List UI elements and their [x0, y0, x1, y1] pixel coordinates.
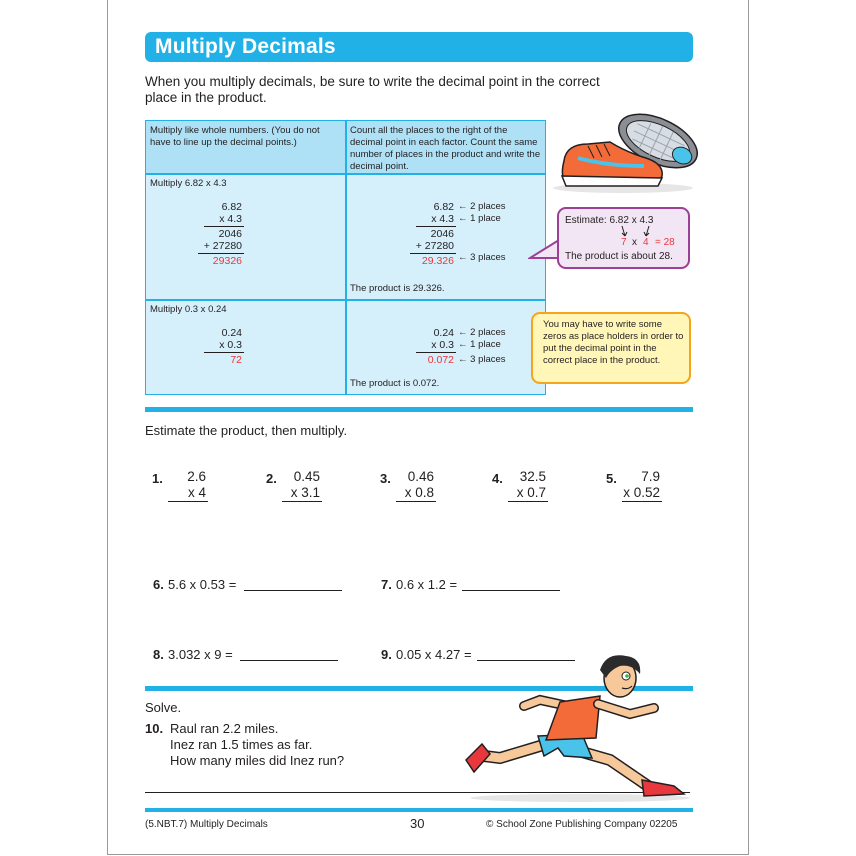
- equation-number: 8.: [153, 647, 164, 662]
- problem-factor-a: 7.9: [641, 469, 660, 484]
- problem-factor-b: x 3.1: [290, 485, 320, 500]
- problem-factor-b: x 0.8: [404, 485, 434, 500]
- ex1-right-partial2: + 27280: [415, 240, 454, 252]
- problem-number: 3.: [380, 471, 391, 486]
- ex1-right-partial1: 2046: [430, 228, 454, 240]
- example2-label: Multiply 0.3 x 0.24: [150, 304, 227, 315]
- table-rule: [146, 173, 545, 175]
- ex2-right-result: 0.072: [427, 354, 454, 366]
- equation-answer-line[interactable]: [462, 590, 560, 591]
- runner-illustration: [460, 648, 692, 804]
- equation-number: 9.: [381, 647, 392, 662]
- footer-copyright: © School Zone Publishing Company 02205: [486, 819, 678, 830]
- ex2-left-factor-b: x 0.3: [219, 339, 242, 351]
- ex2-note-a-text: 2 places: [470, 327, 506, 338]
- problem-factor-a: 32.5: [519, 469, 546, 484]
- ex1-right-rule: [410, 253, 456, 254]
- word-problem-line: Inez ran 1.5 times as far.: [170, 737, 313, 752]
- page-title: Multiply Decimals: [155, 35, 336, 58]
- ex2-right-rule: [416, 352, 456, 353]
- estimate-eq: = 28: [655, 237, 675, 248]
- problem-number: 2.: [266, 471, 277, 486]
- problem-10-number: 10.: [145, 721, 164, 736]
- equation-number: 7.: [381, 577, 392, 592]
- problem-factor-a: 2.6: [187, 469, 206, 484]
- estimate-x: x: [632, 237, 637, 248]
- ex1-note-b: ← 1 place: [458, 213, 501, 224]
- table-rule: [146, 299, 545, 301]
- ex1-note-result: ← 3 places: [458, 252, 506, 263]
- problem-factor-a: 0.46: [407, 469, 434, 484]
- equation-text: 0.05 x 4.27 =: [396, 647, 472, 662]
- ex2-note-b: ← 1 place: [458, 339, 501, 350]
- ex1-product-text: The product is 29.326.: [350, 283, 445, 294]
- ex1-left-result: 29326: [212, 255, 242, 267]
- ex1-left-rule: [204, 226, 244, 227]
- tip-text: You may have to write some zeros as place holders in order to put the decimal point in the correct place in the product.: [543, 319, 684, 366]
- section-divider: [145, 407, 693, 412]
- problem-factor-a: 0.45: [293, 469, 320, 484]
- ex2-product-text: The product is 0.072.: [350, 378, 440, 389]
- problem-answer-line[interactable]: [622, 501, 662, 502]
- ex1-left-partial1: 2046: [218, 228, 242, 240]
- ex1-left-rule: [198, 253, 244, 254]
- estimate-line1: Estimate: 6.82 x 4.3: [565, 215, 654, 226]
- sneaker-illustration: [548, 106, 698, 196]
- problem-answer-line[interactable]: [508, 501, 548, 502]
- problem-factor-b: x 0.52: [623, 485, 660, 500]
- problem-answer-line[interactable]: [396, 501, 436, 502]
- solve-heading: Solve.: [145, 700, 182, 715]
- ex2-left-result: 72: [230, 354, 242, 366]
- problem-answer-line[interactable]: [282, 501, 322, 502]
- ex2-left-rule: [204, 352, 244, 353]
- ex2-note-result: ← 3 places: [458, 354, 506, 365]
- estimate-arrows: [619, 225, 655, 239]
- ex2-right-factor-b: x 0.3: [431, 339, 454, 351]
- ex1-note-b-text: 1 place: [470, 213, 501, 224]
- problem-number: 4.: [492, 471, 503, 486]
- equation-number: 6.: [153, 577, 164, 592]
- ex2-note-result-text: 3 places: [470, 354, 506, 365]
- bubble-pointer: [528, 238, 560, 262]
- ex2-right-factor-a: 0.24: [433, 327, 454, 339]
- estimate-a: 7: [621, 237, 627, 248]
- word-problem-line: Raul ran 2.2 miles.: [170, 721, 279, 736]
- section-heading: Estimate the product, then multiply.: [145, 423, 348, 438]
- ex1-right-factor-a: 6.82: [433, 201, 454, 213]
- equation-text: 5.6 x 0.53 =: [168, 577, 237, 592]
- problem-answer-line[interactable]: [168, 501, 208, 502]
- equation-answer-line[interactable]: [240, 660, 338, 661]
- footer-standard: (5.NBT.7) Multiply Decimals: [145, 819, 268, 830]
- example1-label: Multiply 6.82 x 4.3: [150, 178, 227, 189]
- header-left-text: Multiply like whole numbers. (You do not have to line up the decimal points.): [150, 125, 320, 148]
- page-number: 30: [410, 816, 425, 831]
- problem-number: 5.: [606, 471, 617, 486]
- tip-bubble: [531, 312, 691, 384]
- table-divider: [345, 121, 347, 394]
- equation-text: 0.6 x 1.2 =: [396, 577, 458, 592]
- footer-divider: [145, 808, 693, 812]
- ex2-note-a: ← 2 places: [458, 327, 506, 338]
- estimate-line3: The product is about 28.: [565, 251, 673, 262]
- estimate-b: 4: [643, 237, 649, 248]
- word-problem-line: How many miles did Inez run?: [170, 753, 345, 768]
- ex1-right-result: 29.326: [421, 255, 454, 267]
- equation-text: 3.032 x 9 =: [168, 647, 233, 662]
- ex2-note-b-text: 1 place: [470, 339, 501, 350]
- ex1-left-partial2: + 27280: [203, 240, 242, 252]
- problem-factor-b: x 4: [187, 485, 206, 500]
- title-banner: [145, 32, 693, 62]
- ex1-right-factor-b: x 4.3: [431, 213, 454, 225]
- intro-text: When you multiply decimals, be sure to write the decimal point in the correct place in the product.: [145, 74, 600, 105]
- equation-answer-line[interactable]: [244, 590, 342, 591]
- ex1-note-a-text: 2 places: [470, 201, 506, 212]
- problem-factor-b: x 0.7: [516, 485, 546, 500]
- ex1-left-factor-a: 6.82: [221, 201, 242, 213]
- problem-number: 1.: [152, 471, 163, 486]
- example-table: [145, 120, 546, 395]
- ex1-note-a: ← 2 places: [458, 201, 506, 212]
- ex1-right-rule: [416, 226, 456, 227]
- word-problem: [170, 721, 344, 769]
- header-right-text: Count all the places to the right of the decimal point in each factor. Count the same number of places in the product and write the decimal point.: [350, 125, 541, 172]
- estimate-bubble: [557, 207, 690, 269]
- ex2-left-factor-a: 0.24: [221, 327, 242, 339]
- ex1-note-result-text: 3 places: [470, 252, 506, 263]
- ex1-left-factor-b: x 4.3: [219, 213, 242, 225]
